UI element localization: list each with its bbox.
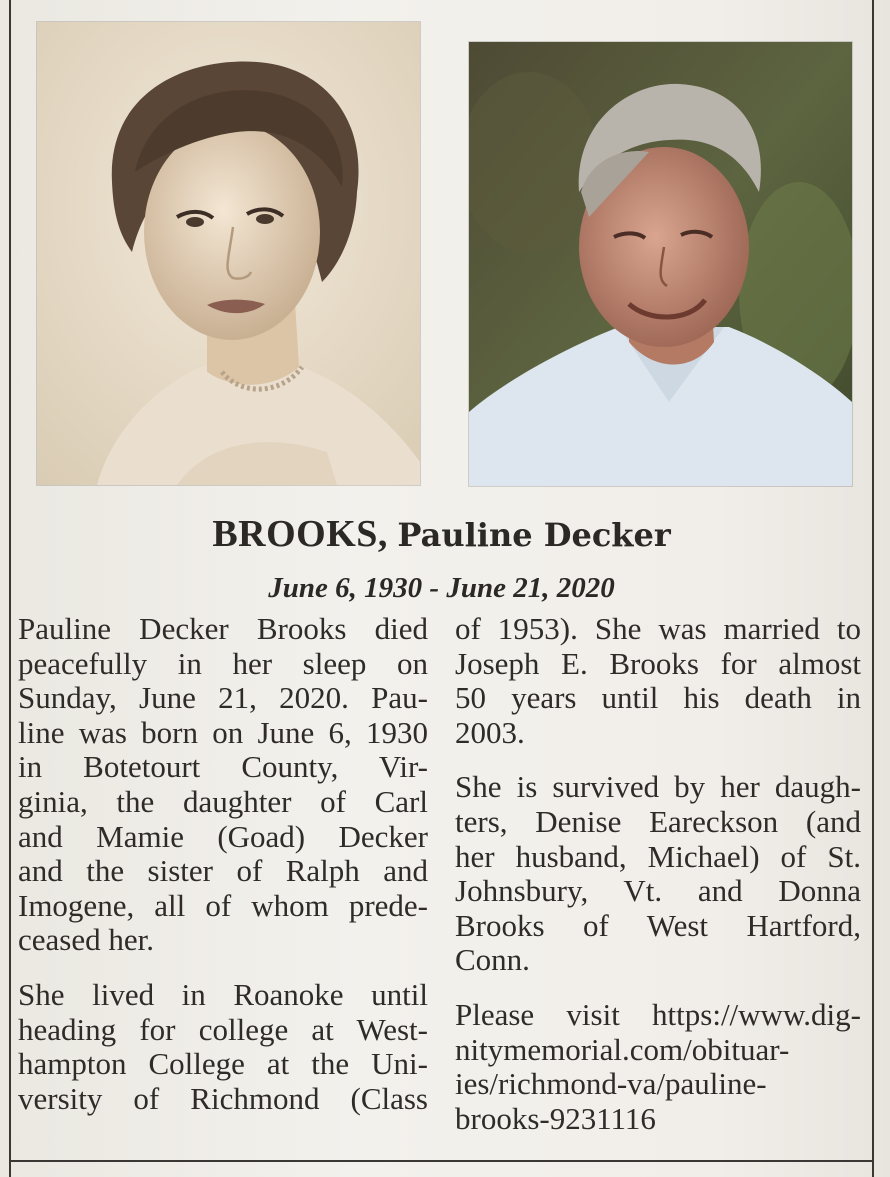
life-dates: June 6, 1930 - June 21, 2020 (268, 572, 615, 604)
text-line: Pauline Decker Brooks died (18, 611, 428, 646)
recent-portrait-photo (469, 42, 852, 486)
paragraph (455, 998, 861, 1136)
text-line: She lived in Roanoke until (18, 976, 428, 1012)
text-line: ginia, the daughter of Carl (18, 783, 428, 819)
text-line: 50 years until his death in (455, 680, 861, 716)
body-column-right (455, 612, 861, 1136)
text-line: line was born on June 6, 1930 (18, 714, 428, 750)
text-line: ies/richmond-va/pauline- (455, 1066, 767, 1102)
text-line: Joseph E. Brooks for almost (455, 645, 861, 681)
bottom-rule (11, 1160, 872, 1162)
obituary-headline (11, 508, 872, 561)
obituary-link-text: brooks-9231116 (455, 1100, 656, 1136)
text-line: ceased her. (18, 922, 154, 958)
paragraph (18, 612, 428, 958)
text-line: of 1953). She was married to (455, 611, 861, 646)
paragraph (455, 612, 861, 750)
text-line: Please visit https://www.dig- (455, 996, 861, 1032)
text-line: Conn. (455, 942, 530, 978)
given-names: Pauline Decker (397, 516, 671, 554)
text-line: 2003. (455, 714, 525, 750)
text-line: and Mamie (Goad) Decker (18, 818, 428, 854)
body-column-left (18, 612, 428, 1116)
text-line: Imogene, all of whom prede- (18, 887, 428, 923)
text-line: heading for college at West- (18, 1011, 428, 1047)
text-line: in Botetourt County, Vir- (18, 749, 428, 785)
text-line: hampton College at the Uni- (18, 1046, 428, 1082)
paragraph (18, 978, 428, 1116)
portrait-photo-icon (37, 22, 420, 485)
text-line: and the sister of Ralph and (18, 853, 428, 889)
text-line: versity of Richmond (Class (18, 1080, 428, 1116)
text-line: Johnsbury, Vt. and Donna (455, 873, 861, 909)
column-rule-right (872, 0, 874, 1177)
text-line: her husband, Michael) of St. (455, 838, 861, 874)
text-line: nitymemorial.com/obituar- (455, 1031, 790, 1067)
paragraph (455, 770, 861, 978)
text-line: Sunday, June 21, 2020. Pau- (18, 680, 428, 716)
surname: BROOKS, (212, 513, 388, 555)
portrait-photo-icon (469, 42, 852, 486)
text-line: ters, Denise Eareckson (and (455, 803, 861, 839)
text-line: She is survived by her daugh- (455, 769, 861, 805)
young-portrait-photo (37, 22, 420, 485)
text-line: peacefully in her sleep on (18, 645, 428, 681)
text-line: Brooks of West Hartford, (455, 907, 861, 943)
